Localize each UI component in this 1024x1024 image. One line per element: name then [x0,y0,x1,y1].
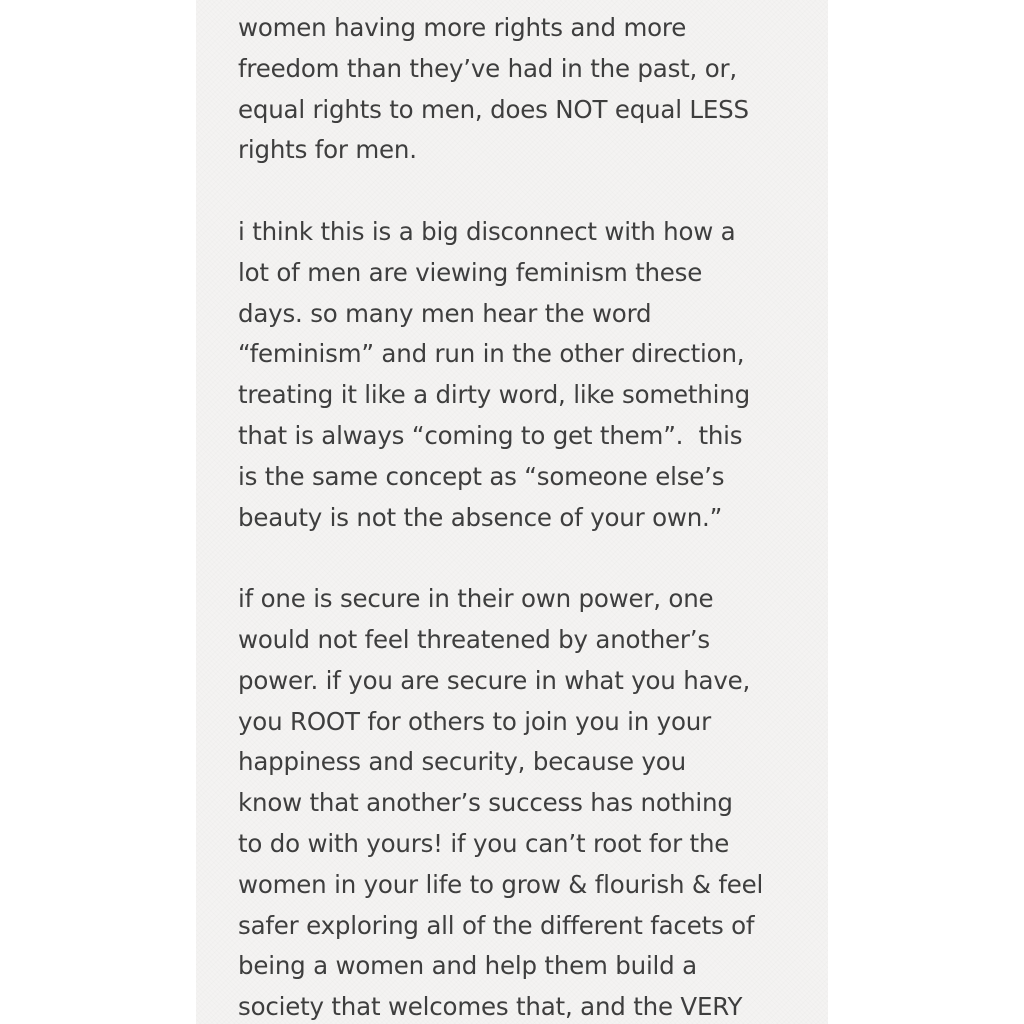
note-line: “feminism” and run in the other direction, [238,339,745,369]
note-line: that is always “coming to get them”. this [238,420,743,450]
note-line: is the same concept as “someone else’s [238,461,725,491]
note-line: if one is secure in their own power, one [238,584,714,614]
note-body [238,8,818,1024]
note-line: days. so many men hear the word [238,298,652,328]
note-page [196,0,828,1024]
note-line: you ROOT for others to join you in your [238,706,711,736]
note-line: safer exploring all of the different facets of [238,910,755,940]
note-line: i think this is a big disconnect with how a [238,216,736,246]
note-line: equal rights to men, does NOT equal LESS [238,94,749,124]
note-line: to do with yours! if you can’t root for the [238,828,730,858]
note-line: rights for men. [238,135,417,165]
note-line: would not feel threatened by another’s [238,624,710,654]
note-blank-line [238,171,818,212]
note-line: treating it like a dirty word, like something [238,380,750,410]
note-line: being a women and help them build a [238,951,697,981]
note-line: women having more rights and more [238,13,687,42]
note-line: power. if you are secure in what you have, [238,665,751,695]
note-line: lot of men are viewing feminism these [238,257,703,287]
note-line: beauty is not the absence of your own.” [238,502,723,532]
note-blank-line [238,538,818,579]
note-line: women in your life to grow & flourish & feel [238,869,764,899]
note-line: freedom than they’ve had in the past, or, [238,53,737,83]
note-line: society that welcomes that, and the VERY [238,992,743,1022]
note-line: happiness and security, because you [238,747,686,777]
note-line: know that another’s success has nothing [238,788,733,818]
